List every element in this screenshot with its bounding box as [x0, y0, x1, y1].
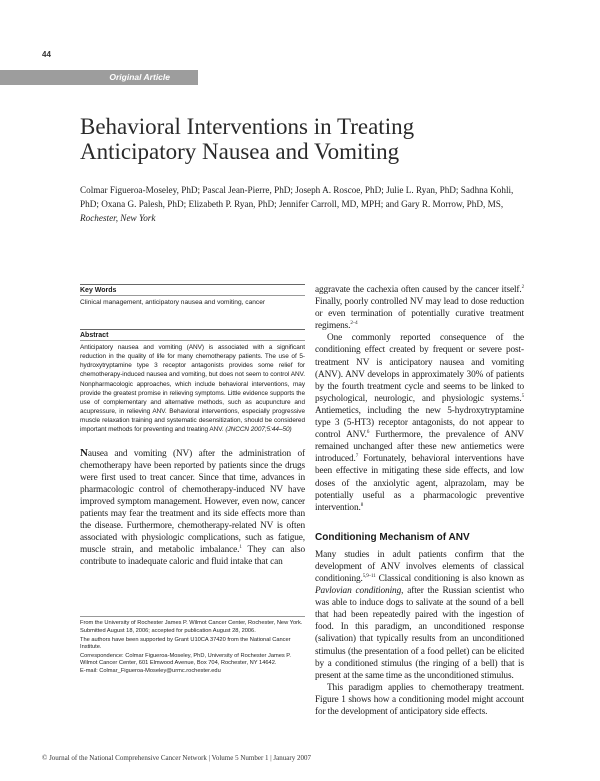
paragraph-text: aggravate the cachexia often caused by the cancer itself. — [315, 285, 522, 295]
paragraph — [315, 549, 524, 682]
citation-ref: 2 — [521, 284, 524, 290]
page-number: 44 — [42, 50, 51, 59]
intro-text-continued: They can also contribute to inadequate caloric and fluid intake that can — [80, 545, 305, 568]
paragraph-text: Fortunately, behavioral interventions have been effective in mitigating these side effects, and low doses of the anxiolytic agent, alprazolam, may be potentially useful as a pharmacologic preventive intervention. — [315, 454, 524, 513]
paragraph-text: , after the Russian scientist who was able to induce dogs to salivate at the sound of a bell that had been repeatedly paired with the ingestion of food. In this paradigm, an unconditioned response (salivation) that typically results from an unconditioned stimulus (the presentation of a food pellet) can be elicited by a conditioned stimulus (the ringing of a bell) that is present at the same time as the unconditioned stimulus. — [315, 586, 525, 681]
paragraph — [315, 284, 524, 332]
footnote-affiliation: From the University of Rochester James P. Wilmot Cancer Center, Rochester, New York. — [80, 620, 303, 626]
abstract-text: Anticipatory nausea and vomiting (ANV) is associated with a significant reduction in the quality of life for many chemotherapy patients. The use of 5-hydroxytryptamine type 3 receptor antagonists provides some relief for chemotherapy-induced nausea and vomiting, but does not seem to control ANV. Nonpharmacologic approaches, which include behavioral interventions, may provide the greatest promise in relieving symptoms. Little evidence supports the use of complementary and alternative methods, such as acupuncture and acupressure, in relieving ANV. Behavioral interventions, especially progressive muscle relaxation training and systematic desensitization, should be considered important methods for preventing and treating ANV. — [80, 344, 305, 434]
emphasis-term: Pavlovian conditioning — [315, 586, 402, 597]
right-column — [315, 284, 524, 718]
paragraph-text: Finally, poorly controlled NV may lead to dose reduction or even termination of potentially curative treatment regimens. — [315, 297, 524, 332]
intro-paragraph — [80, 447, 305, 569]
author-location: Rochester, New York — [80, 213, 156, 223]
citation-ref: 1 — [239, 545, 242, 551]
paragraph — [315, 332, 524, 513]
footnote-block — [80, 616, 305, 677]
footnote-funding: The authors have been supported by Grant U10CA 37420 from the National Cancer Institute. — [80, 636, 291, 651]
drop-cap: N — [80, 446, 88, 459]
paragraph — [315, 682, 524, 718]
paragraph-text: Antiemetics, including the new 5-hydroxytryptamine type 3 (5-HT3) receptor antagonists, do not appear to control ANV. — [315, 405, 524, 441]
abstract-citation: (JNCCN 2007;5:44–50) — [225, 426, 292, 434]
abstract-heading: Abstract — [80, 329, 305, 340]
footnote-submitted: Submitted August 18, 2006; accepted for publication August 28, 2006. — [80, 628, 256, 635]
citation-ref: 8 — [360, 502, 364, 508]
author-list — [80, 183, 520, 225]
paragraph-text: This paradigm applies to chemotherapy treatment. Figure 1 shows how a conditioning model might account for the development of anticipatory side effects. — [315, 682, 524, 717]
author-names: Colmar Figueroa-Moseley, PhD; Pascal Jean-Pierre, PhD; Joseph A. Roscoe, PhD; Julie L. Ryan, PhD; Sadhna Kohli, PhD; Oxana G. Palesh, PhD; Elizabeth P. Ryan, PhD; Jennifer Carroll, MD, MPH; and Gary R. Morrow, PhD, MS, — [80, 185, 514, 209]
citation-ref: 5 — [521, 393, 524, 399]
section-heading: Conditioning Mechanism of ANV — [315, 531, 470, 543]
page-footer: © Journal of the National Comprehensive Cancer Network | Volume 5 Number 1 | January 2007 — [42, 754, 311, 762]
intro-text: ausea and vomiting (NV) after the administration of chemotherapy have been reported by patients since the drugs were first used to treat cancer. Since that time, advances in pharmacologic control of chemotherapy-induced NV have improved symptom management. However, even now, cancer patients may fear the treatment and its side effects more than the disease. Furthermore, chemotherapy-related NV is often associated with physiologic complications, such as fatigue, muscle strain, and metabolic imbalance. — [80, 448, 305, 556]
keywords-heading: Key Words — [80, 284, 305, 295]
paragraph-text: Classical conditioning is also known as — [375, 573, 524, 584]
paragraph-text: Many studies in adult patients confirm that the development of ANV involves elements of classical conditioning. — [315, 549, 524, 584]
article-title: Behavioral Interventions in Treating Anticipatory Nausea and Vomiting — [80, 114, 415, 164]
citation-ref: 5,9–11 — [362, 573, 376, 579]
paragraph-text: One commonly reported consequence of the conditioning effect created by frequent or severe post-treatment NV is anticipatory nausea and vomiting (ANV). ANV develops in approximately 30% of patients by the fourth treatment cycle and seems to be linked to psychological, neurologic, and physiologic systems. — [315, 333, 524, 404]
keywords-text: Clinical management, anticipatory nausea and vomiting, cancer — [80, 295, 305, 307]
citation-ref: 7 — [355, 454, 359, 460]
section-label: Original Article — [109, 72, 170, 82]
citation-ref: 2–4 — [350, 321, 358, 327]
left-column — [80, 284, 305, 569]
footnote-email: E-mail: Colmar_Figueroa-Moseley@urmc.rochester.edu — [80, 668, 221, 675]
section-banner — [0, 70, 198, 85]
paragraph-text: Furthermore, the prevalence of ANV remained unchanged after these new antiemetics were introduced. — [315, 430, 524, 465]
citation-ref: 6 — [366, 430, 370, 436]
footnote-correspondence: Correspondence: Colmar Figueroa-Moseley, PhD, University of Rochester James P. Wilmot Cancer Center, 601 Elmwood Avenue, Box 704, Rochester, NY 14642. — [80, 652, 291, 667]
abstract-body — [80, 340, 305, 435]
